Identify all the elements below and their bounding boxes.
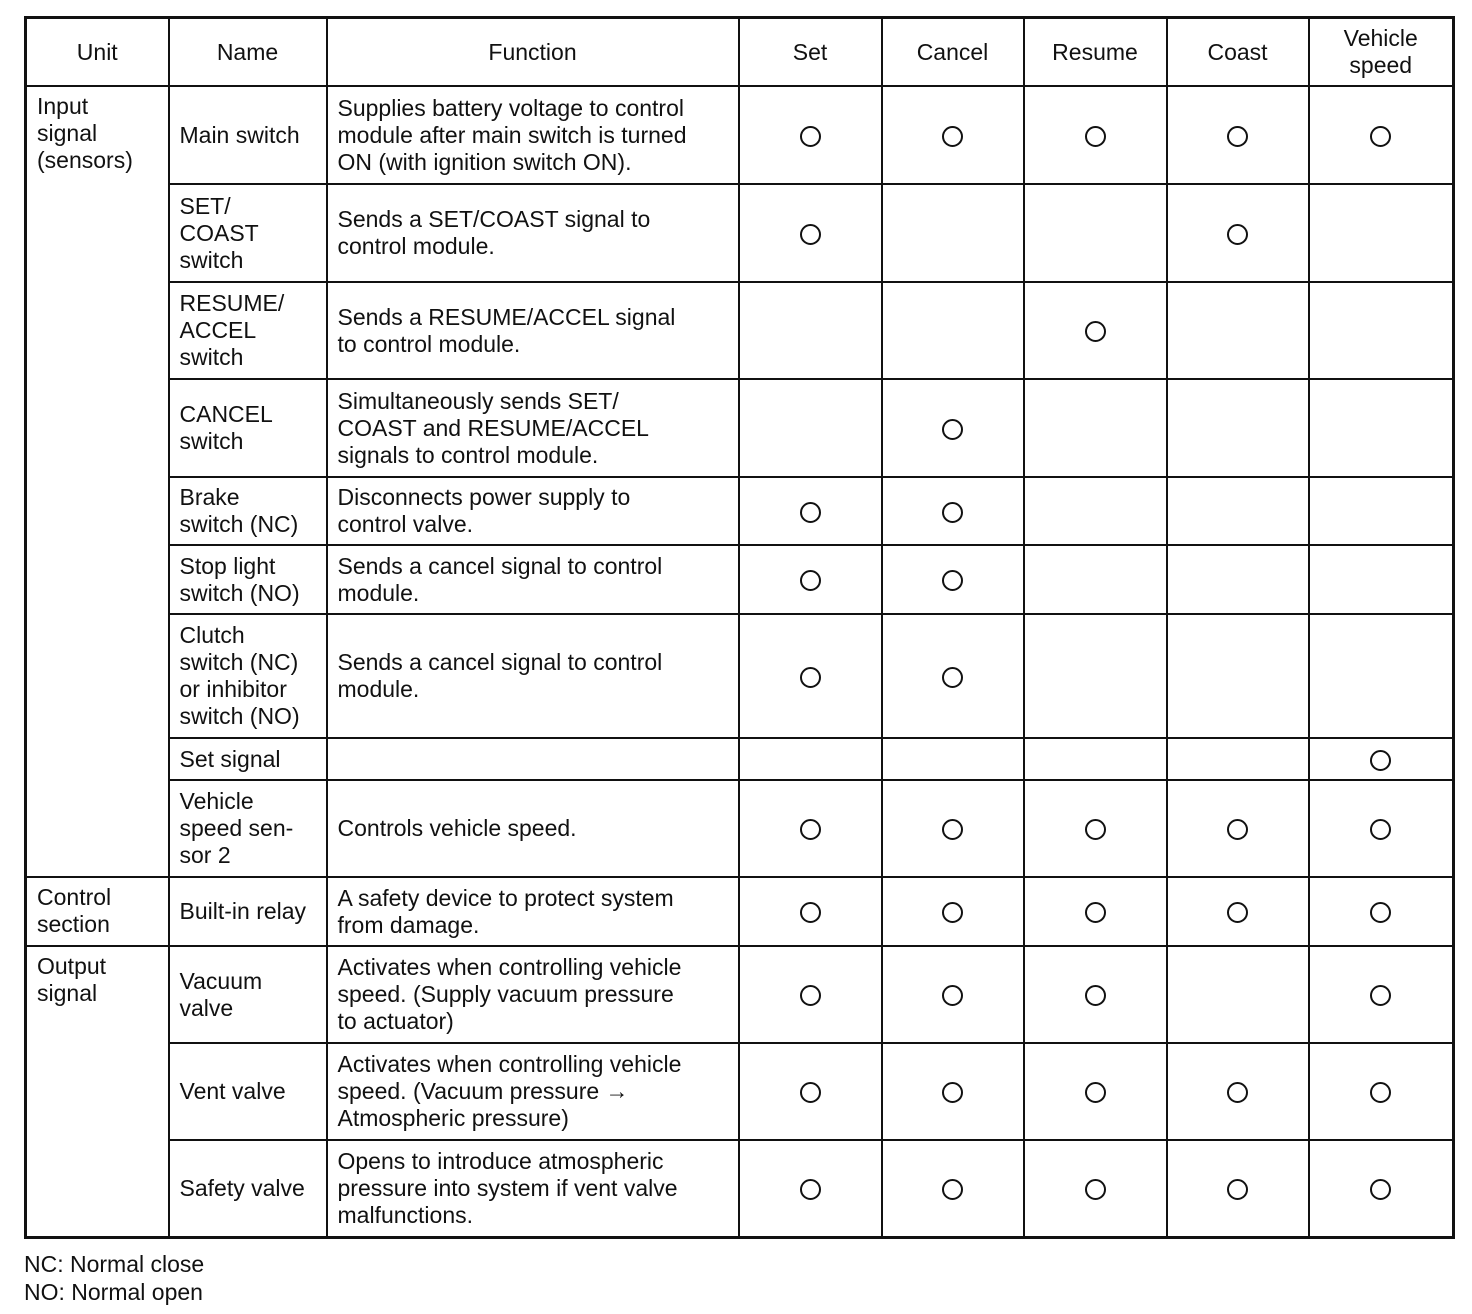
name-cell: Set signal [169,738,327,780]
note-no: NO: Normal open [24,1279,203,1305]
table-row [26,86,1454,184]
table-row [26,738,1454,780]
header-unit: Unit [26,18,169,87]
mark-cell-resume [1024,780,1167,877]
mark-cell-cancel [882,86,1024,184]
name-cell: Vent valve [169,1043,327,1140]
header-coast: Coast [1167,18,1309,87]
mark-cell-resume [1024,282,1167,379]
circle-mark-icon [1085,321,1106,342]
circle-mark-icon [942,502,963,523]
mark-cell-coast [1167,379,1309,477]
mark-cell-coast [1167,614,1309,738]
table-row [26,184,1454,282]
circle-mark-icon [942,419,963,440]
circle-mark-icon [1085,819,1106,840]
circle-mark-icon [1227,1179,1248,1200]
function-cell: Opens to introduce atmospheric pressure into system if vent valve malfunctions. [327,1140,739,1237]
mark-cell-resume [1024,738,1167,780]
mark-cell-vehicle-speed [1309,86,1454,184]
note-nc: NC: Normal close [24,1251,205,1277]
mark-cell-resume [1024,477,1167,545]
table-row [26,379,1454,477]
circle-mark-icon [1370,126,1391,147]
unit-cell-control: Control section [26,877,169,946]
mark-cell-coast [1167,1140,1309,1237]
table-row [26,877,1454,946]
mark-cell-vehicle-speed [1309,946,1454,1043]
name-cell: Clutch switch (NC) or inhibitor switch (NO) [169,614,327,738]
mark-cell-set [739,946,882,1043]
circle-mark-icon [1370,1179,1391,1200]
circle-mark-icon [942,126,963,147]
function-cell [327,738,739,780]
mark-cell-resume [1024,614,1167,738]
name-cell: Vehicle speed sen- sor 2 [169,780,327,877]
header-function: Function [327,18,739,87]
footnotes [24,1250,204,1306]
circle-mark-icon [1085,1082,1106,1103]
function-cell: Sends a cancel signal to control module. [327,614,739,738]
circle-mark-icon [1227,126,1248,147]
mark-cell-resume [1024,946,1167,1043]
table-row [26,1140,1454,1237]
circle-mark-icon [1370,902,1391,923]
header-vehicle-speed: Vehicle speed [1309,18,1454,87]
mark-cell-set [739,877,882,946]
name-cell: RESUME/ ACCEL switch [169,282,327,379]
mark-cell-set [739,282,882,379]
function-cell: Controls vehicle speed. [327,780,739,877]
mark-cell-set [739,86,882,184]
circle-mark-icon [1085,1179,1106,1200]
unit-cell-output: Output signal [26,946,169,1237]
function-cell: Simultaneously sends SET/ COAST and RESUME/ACCEL signals to control module. [327,379,739,477]
mark-cell-vehicle-speed [1309,282,1454,379]
mark-cell-coast [1167,738,1309,780]
function-cell: Sends a RESUME/ACCEL signal to control module. [327,282,739,379]
circle-mark-icon [800,570,821,591]
circle-mark-icon [942,902,963,923]
mark-cell-coast [1167,946,1309,1043]
mark-cell-resume [1024,1140,1167,1237]
circle-mark-icon [942,667,963,688]
mark-cell-resume [1024,545,1167,614]
circle-mark-icon [942,819,963,840]
name-cell: Safety valve [169,1140,327,1237]
mark-cell-set [739,379,882,477]
mark-cell-set [739,545,882,614]
mark-cell-set [739,780,882,877]
circle-mark-icon [1370,985,1391,1006]
header-name: Name [169,18,327,87]
mark-cell-coast [1167,877,1309,946]
function-cell: Sends a cancel signal to control module. [327,545,739,614]
mark-cell-cancel [882,379,1024,477]
circle-mark-icon [1370,750,1391,771]
mark-cell-resume [1024,1043,1167,1140]
table-row [26,477,1454,545]
mark-cell-set [739,614,882,738]
table-row [26,1043,1454,1140]
mark-cell-cancel [882,545,1024,614]
cruise-control-function-table [24,16,1455,1239]
mark-cell-vehicle-speed [1309,614,1454,738]
circle-mark-icon [1227,902,1248,923]
circle-mark-icon [800,819,821,840]
mark-cell-cancel [882,477,1024,545]
mark-cell-set [739,1043,882,1140]
circle-mark-icon [800,1179,821,1200]
table-row [26,614,1454,738]
name-cell: Vacuum valve [169,946,327,1043]
mark-cell-vehicle-speed [1309,379,1454,477]
mark-cell-resume [1024,184,1167,282]
mark-cell-coast [1167,282,1309,379]
mark-cell-vehicle-speed [1309,780,1454,877]
function-cell: Activates when controlling vehicle speed. (Supply vacuum pressure to actuator) [327,946,739,1043]
circle-mark-icon [1370,1082,1391,1103]
mark-cell-set [739,477,882,545]
circle-mark-icon [942,985,963,1006]
cruise-control-table-wrap [24,16,1452,1239]
circle-mark-icon [1085,985,1106,1006]
header-set: Set [739,18,882,87]
mark-cell-vehicle-speed [1309,1140,1454,1237]
mark-cell-coast [1167,545,1309,614]
mark-cell-coast [1167,477,1309,545]
mark-cell-resume [1024,379,1167,477]
circle-mark-icon [800,985,821,1006]
circle-mark-icon [942,1082,963,1103]
name-cell: SET/ COAST switch [169,184,327,282]
function-cell: Supplies battery voltage to control module after main switch is turned ON (with ignition switch ON). [327,86,739,184]
circle-mark-icon [1227,224,1248,245]
mark-cell-vehicle-speed [1309,545,1454,614]
function-cell: A safety device to protect system from damage. [327,877,739,946]
function-cell: Disconnects power supply to control valve. [327,477,739,545]
name-cell: Brake switch (NC) [169,477,327,545]
mark-cell-cancel [882,780,1024,877]
mark-cell-cancel [882,282,1024,379]
mark-cell-set [739,184,882,282]
name-cell: Main switch [169,86,327,184]
circle-mark-icon [800,667,821,688]
circle-mark-icon [800,902,821,923]
header-resume: Resume [1024,18,1167,87]
circle-mark-icon [1227,1082,1248,1103]
table-row [26,545,1454,614]
mark-cell-vehicle-speed [1309,477,1454,545]
mark-cell-cancel [882,1043,1024,1140]
mark-cell-coast [1167,780,1309,877]
name-cell: Built-in relay [169,877,327,946]
mark-cell-resume [1024,877,1167,946]
circle-mark-icon [1227,819,1248,840]
mark-cell-cancel [882,946,1024,1043]
mark-cell-cancel [882,738,1024,780]
circle-mark-icon [1370,819,1391,840]
header-cancel: Cancel [882,18,1024,87]
circle-mark-icon [942,1179,963,1200]
mark-cell-coast [1167,1043,1309,1140]
table-row [26,780,1454,877]
mark-cell-vehicle-speed [1309,184,1454,282]
unit-cell-input: Input signal (sensors) [26,86,169,877]
circle-mark-icon [800,1082,821,1103]
name-cell: Stop light switch (NO) [169,545,327,614]
mark-cell-set [739,1140,882,1237]
mark-cell-cancel [882,877,1024,946]
function-cell: Activates when controlling vehicle speed. (Vacuum pressure → Atmospheric pressure) [327,1043,739,1140]
function-cell: Sends a SET/COAST signal to control module. [327,184,739,282]
circle-mark-icon [800,224,821,245]
mark-cell-coast [1167,184,1309,282]
circle-mark-icon [942,570,963,591]
mark-cell-cancel [882,1140,1024,1237]
circle-mark-icon [1085,902,1106,923]
mark-cell-vehicle-speed [1309,738,1454,780]
mark-cell-vehicle-speed [1309,1043,1454,1140]
mark-cell-cancel [882,184,1024,282]
mark-cell-coast [1167,86,1309,184]
circle-mark-icon [800,126,821,147]
mark-cell-set [739,738,882,780]
header-row [26,18,1454,87]
table-row [26,946,1454,1043]
mark-cell-cancel [882,614,1024,738]
mark-cell-resume [1024,86,1167,184]
table-row [26,282,1454,379]
name-cell: CANCEL switch [169,379,327,477]
circle-mark-icon [800,502,821,523]
circle-mark-icon [1085,126,1106,147]
mark-cell-vehicle-speed [1309,877,1454,946]
